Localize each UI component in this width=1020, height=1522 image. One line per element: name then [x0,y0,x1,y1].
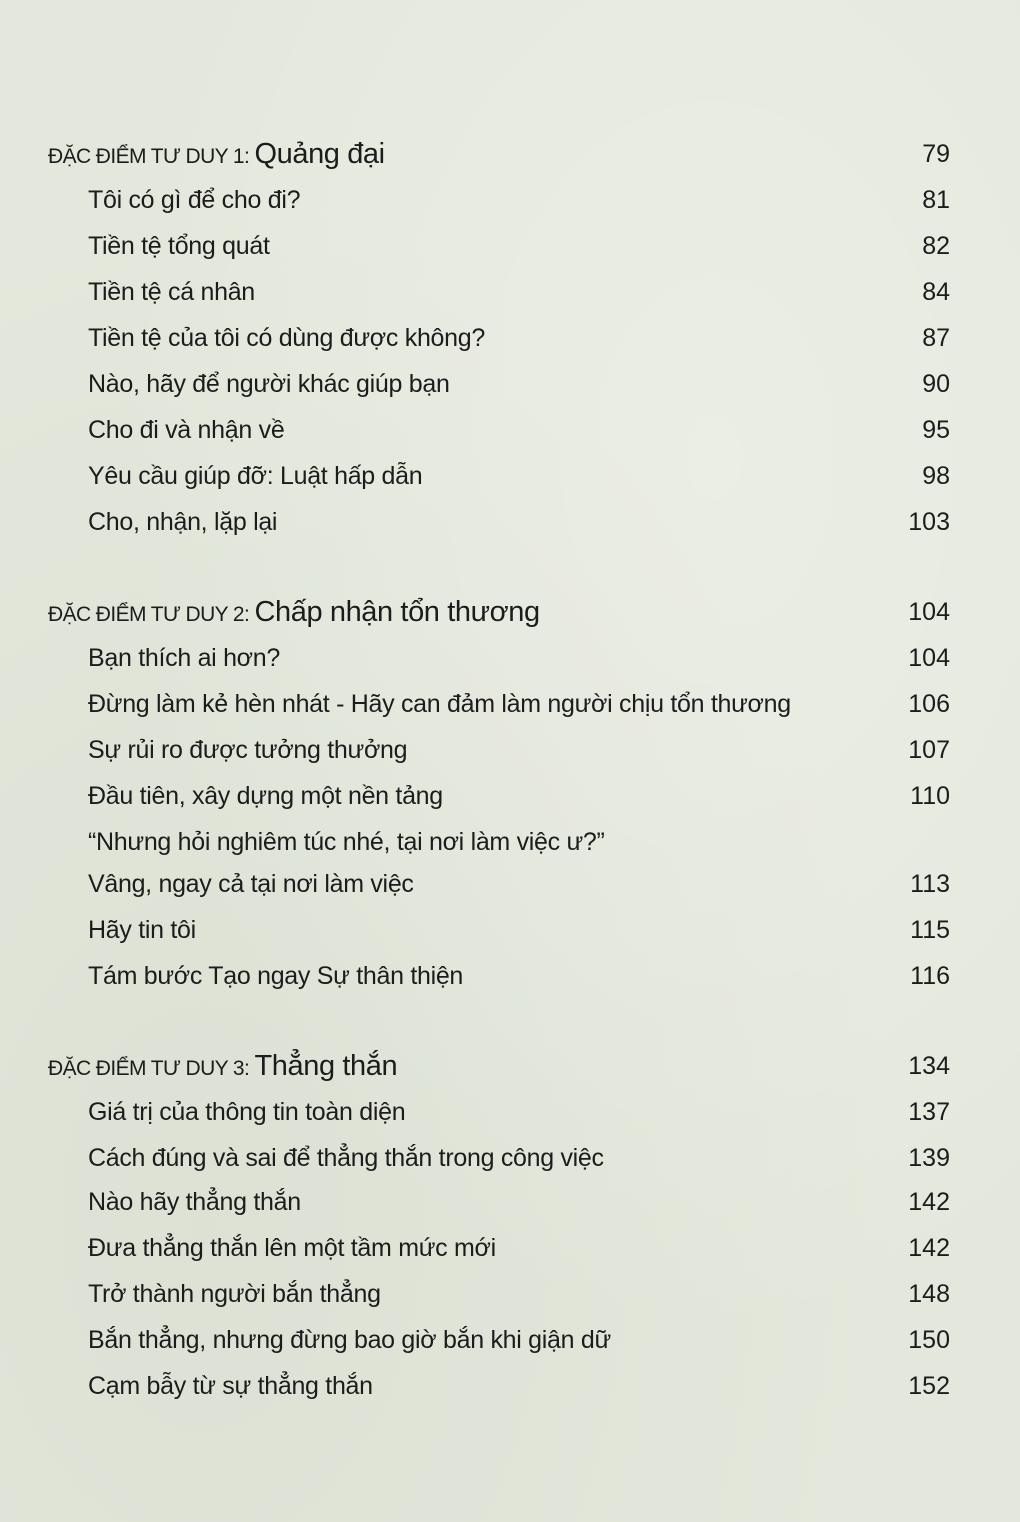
section-heading [0,134,1020,174]
entry-title: Đầu tiên, xây dựng một nền tảng [88,782,443,810]
entry-page-number: 90 [922,370,950,398]
toc-entry [0,684,1020,724]
toc-entry [0,364,1020,404]
toc-entry [0,1182,1020,1222]
toc-entry [0,1228,1020,1268]
toc-entry [0,318,1020,358]
entry-page-number: 113 [910,870,950,898]
entry-title: “Nhưng hỏi nghiêm túc nhé, tại nơi làm việc ư?” [88,828,605,856]
entry-title: Cho đi và nhận về [88,416,285,444]
toc-entry [0,1274,1020,1314]
section-heading [0,1046,1020,1086]
entry-page-number: 152 [908,1372,950,1400]
toc-entry [0,864,1020,904]
entry-title: Cách đúng và sai để thẳng thắn trong công việc [88,1144,604,1172]
entry-page-number: 142 [908,1188,950,1216]
toc-entry [0,410,1020,450]
entry-title: Tiền tệ tổng quát [88,232,270,260]
entry-title: Đừng làm kẻ hèn nhát - Hãy can đảm làm người chịu tổn thương [88,690,791,718]
entry-page-number: 148 [908,1280,950,1308]
entry-title: Đưa thẳng thắn lên một tầm mức mới [88,1234,496,1262]
toc-entry [0,776,1020,816]
section-heading [0,592,1020,632]
toc-entry [0,1366,1020,1406]
entry-title: Sự rủi ro được tưởng thưởng [88,736,408,764]
toc-entry [0,456,1020,496]
entry-page-number: 150 [908,1326,950,1354]
entry-page-number: 95 [922,416,950,444]
entry-title: Bắn thẳng, nhưng đừng bao giờ bắn khi giận dữ [88,1326,611,1354]
heading-title [48,592,540,635]
entry-page-number: 142 [908,1234,950,1262]
entry-page-number: 137 [908,1098,950,1126]
heading-prefix: ĐẶC ĐIỂM TƯ DUY 2: [48,603,255,626]
entry-page-number: 103 [908,508,950,536]
heading-page-number: 79 [922,140,950,168]
heading-page-number: 134 [908,1052,950,1080]
entry-page-number: 116 [910,962,950,990]
toc-entry [0,730,1020,770]
toc-entry [0,502,1020,542]
entry-title: Nào hãy thẳng thắn [88,1188,301,1216]
toc-entry [0,1320,1020,1360]
entry-page-number: 139 [908,1144,950,1172]
entry-title: Trở thành người bắn thẳng [88,1280,381,1308]
heading-name: Chấp nhận tổn thương [254,596,540,628]
heading-name: Quảng đại [254,138,385,170]
entry-page-number: 115 [910,916,950,944]
heading-page-number: 104 [908,598,950,626]
toc-entry [0,180,1020,220]
toc-entry [0,272,1020,312]
entry-title: Vâng, ngay cả tại nơi làm việc [88,870,414,898]
entry-title: Tôi có gì để cho đi? [88,186,301,214]
toc-entry [0,822,1020,862]
entry-page-number: 107 [908,736,950,764]
entry-page-number: 110 [910,782,950,810]
toc-entry [0,956,1020,996]
entry-page-number: 84 [922,278,950,306]
entry-title: Hãy tin tôi [88,916,196,944]
entry-page-number: 87 [922,324,950,352]
entry-page-number: 104 [908,644,950,672]
toc-entry [0,1138,1020,1178]
entry-page-number: 81 [922,186,950,214]
toc-entry [0,1092,1020,1132]
entry-title: Tiền tệ cá nhân [88,278,255,306]
heading-prefix: ĐẶC ĐIỂM TƯ DUY 1: [48,145,255,168]
heading-title [48,134,385,177]
entry-title: Tiền tệ của tôi có dùng được không? [88,324,485,352]
entry-page-number: 98 [922,462,950,490]
entry-page-number: 82 [922,232,950,260]
entry-title: Cho, nhận, lặp lại [88,508,278,536]
entry-page-number: 106 [908,690,950,718]
heading-title [48,1046,397,1089]
toc-entry [0,638,1020,678]
heading-name: Thẳng thắn [254,1050,398,1082]
entry-title: Nào, hãy để người khác giúp bạn [88,370,450,398]
heading-prefix: ĐẶC ĐIỂM TƯ DUY 3: [48,1057,255,1080]
toc-entry [0,910,1020,950]
entry-title: Tám bước Tạo ngay Sự thân thiện [88,962,464,990]
entry-title: Cạm bẫy từ sự thẳng thắn [88,1372,373,1400]
entry-title: Giá trị của thông tin toàn diện [88,1098,406,1126]
entry-title: Bạn thích ai hơn? [88,644,280,672]
toc-entry [0,226,1020,266]
entry-title: Yêu cầu giúp đỡ: Luật hấp dẫn [88,462,423,490]
